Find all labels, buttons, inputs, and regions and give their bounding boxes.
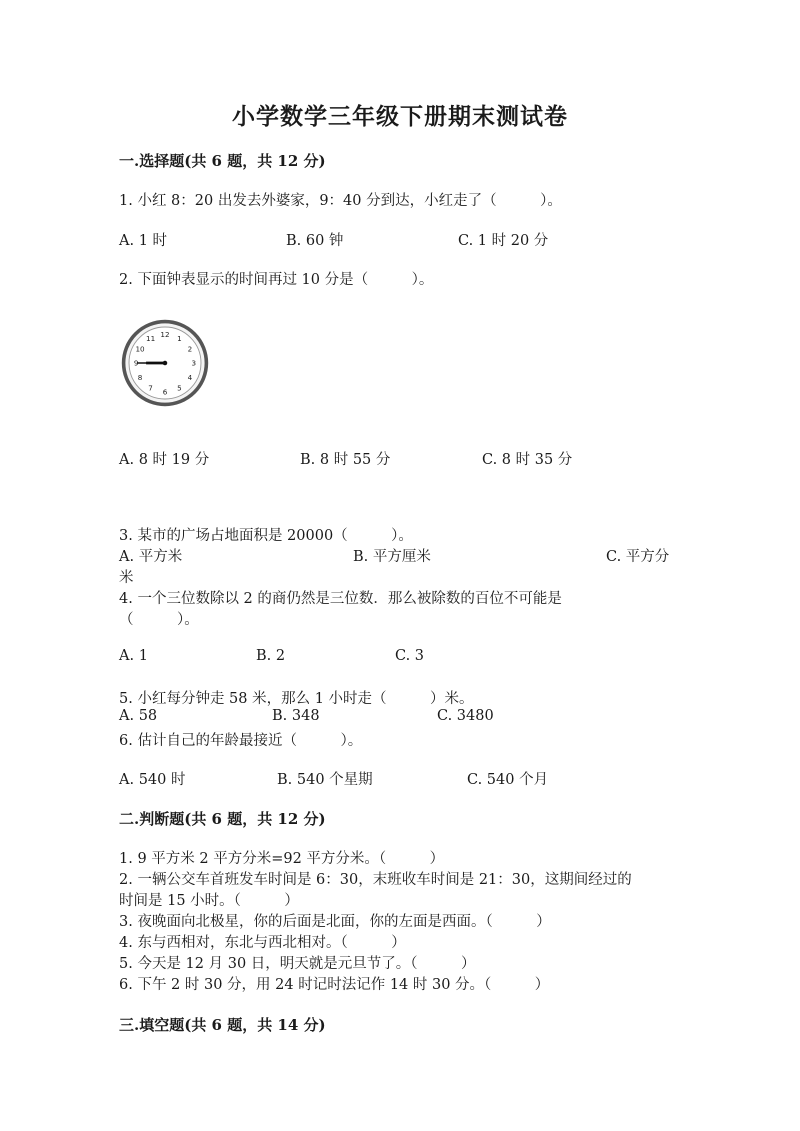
question-1-option-b: B. 60 钟	[286, 233, 344, 249]
clock-number-5: 5	[177, 383, 182, 393]
question-4-option-b: B. 2	[256, 648, 286, 664]
judgement-item: 6. 下午 2 时 30 分，用 24 时记时法记作 14 时 30 分。（ ）	[119, 977, 550, 993]
question-1-option-a: A. 1 时	[119, 233, 168, 249]
question-4-text-continued: （ ）。	[119, 612, 199, 628]
question-2-option-c: C. 8 时 35 分	[482, 452, 573, 468]
section-heading-judgement: 二.判断题(共 6 题，共 12 分)	[119, 810, 326, 828]
page-title: 小学数学三年级下册期末测试卷	[232, 103, 568, 130]
question-3-option-a: A. 平方米	[119, 549, 183, 565]
question-2-option-a: A. 8 时 19 分	[119, 452, 210, 468]
clock-number-10: 10	[135, 344, 145, 354]
section-heading-fill-in: 三.填空题(共 6 题，共 14 分)	[119, 1016, 326, 1034]
judgement-item: 1. 9 平方米 2 平方分米=92 平方分米。（ ）	[119, 851, 445, 867]
clock-center-pin	[163, 361, 168, 366]
clock-image	[120, 318, 210, 408]
judgement-item-continued: 时间是 15 小时。（ ）	[119, 893, 299, 909]
clock-number-12: 12	[160, 329, 170, 339]
question-4-option-a: A. 1	[119, 648, 148, 664]
question-2-option-b: B. 8 时 55 分	[300, 452, 391, 468]
question-6-option-c: C. 540 个月	[467, 772, 549, 788]
question-5-option-c: C. 3480	[437, 708, 494, 724]
clock-number-11: 11	[146, 333, 156, 343]
judgement-item: 2. 一辆公交车首班发车时间是 6：30，末班收车时间是 21：30，这期间经过的	[119, 872, 632, 888]
question-3-option-c: C. 平方分	[606, 549, 670, 565]
question-1-option-c: C. 1 时 20 分	[458, 233, 549, 249]
question-2-text: 2. 下面钟表显示的时间再过 10 分是（ ）。	[119, 272, 434, 288]
clock-number-2: 2	[187, 344, 193, 354]
clock-number-8: 8	[137, 373, 143, 383]
judgement-item: 4. 东与西相对，东北与西北相对。（ ）	[119, 935, 406, 951]
section-heading-choice: 一.选择题(共 6 题，共 12 分)	[119, 152, 326, 170]
question-3-option-c-continued: 米	[119, 570, 134, 586]
question-5-option-b: B. 348	[272, 708, 320, 724]
question-3-option-b: B. 平方厘米	[353, 549, 431, 565]
judgement-item: 3. 夜晚面向北极星，你的后面是北面，你的左面是西面。（ ）	[119, 914, 551, 930]
question-5-option-a: A. 58	[119, 708, 158, 724]
clock-number-9: 9	[133, 358, 139, 368]
clock-number-6: 6	[162, 387, 168, 397]
judgement-item: 5. 今天是 12 月 30 日，明天就是元旦节了。（ ）	[119, 956, 476, 972]
clock-number-3: 3	[191, 358, 197, 368]
question-3-text: 3. 某市的广场占地面积是 20000（ ）。	[119, 528, 413, 544]
question-6-text: 6. 估计自己的年龄最接近（ ）。	[119, 733, 363, 749]
question-5-text: 5. 小红每分钟走 58 米，那么 1 小时走（ ）米。	[119, 691, 474, 707]
question-6-option-a: A. 540 时	[119, 772, 186, 788]
question-4-text: 4. 一个三位数除以 2 的商仍然是三位数．那么被除数的百位不可能是	[119, 591, 562, 607]
clock-number-4: 4	[187, 373, 193, 383]
clock-number-7: 7	[148, 383, 153, 393]
clock-number-1: 1	[177, 333, 182, 343]
question-1-text: 1. 小红 8：20 出发去外婆家，9：40 分到达，小红走了（ ）。	[119, 193, 562, 209]
question-4-option-c: C. 3	[395, 648, 425, 664]
question-6-option-b: B. 540 个星期	[277, 772, 373, 788]
